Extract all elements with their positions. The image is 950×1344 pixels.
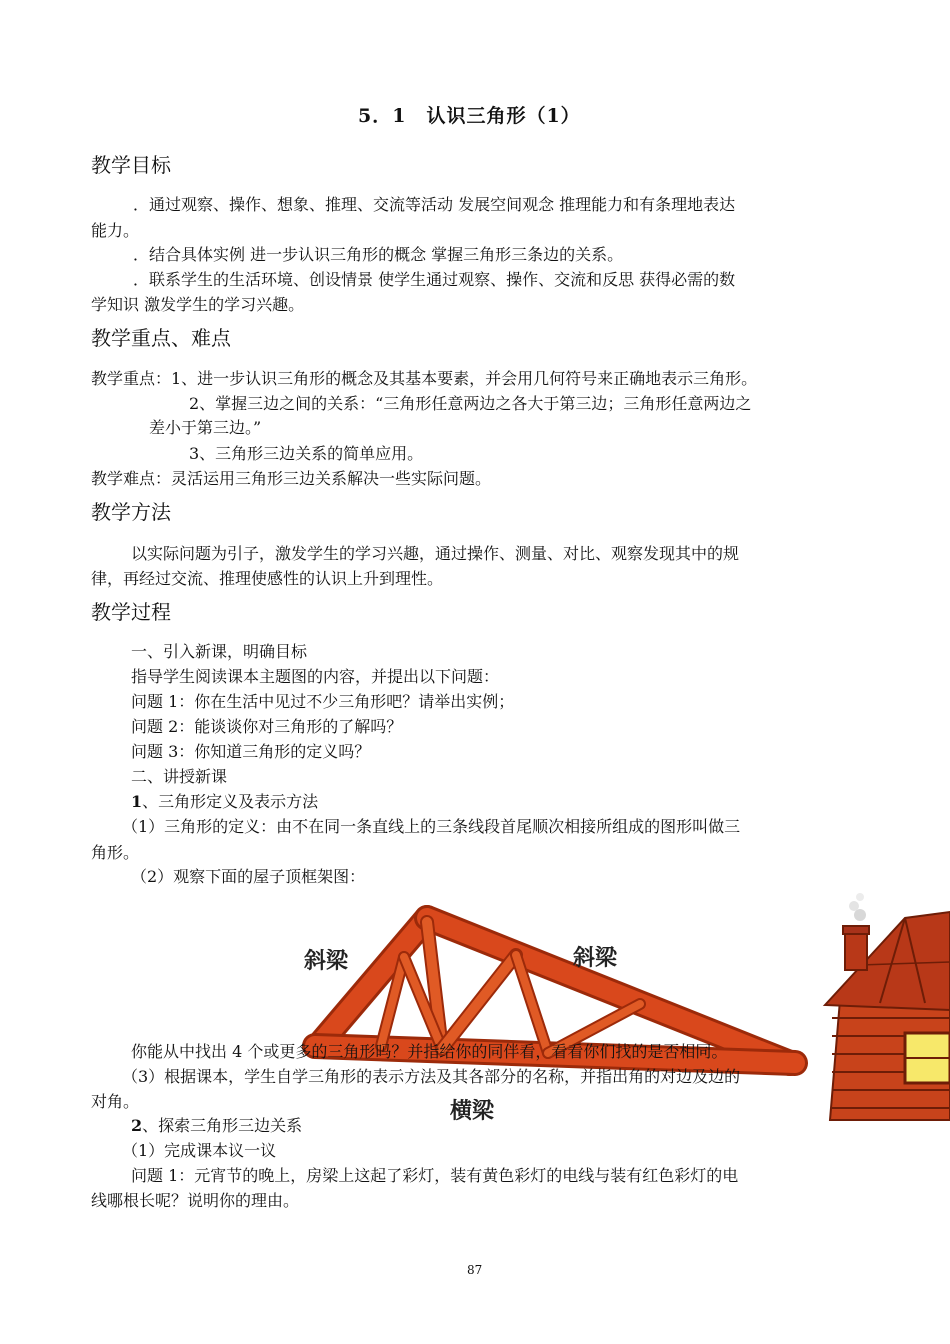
label-cross-beam: 横梁 (450, 1099, 495, 1124)
question-1-line-2: 线哪根长呢？说明你的理由。 (91, 1191, 300, 1210)
goal-line-5: 学知识 激发学生的学习兴趣。 (91, 295, 305, 314)
page-title: 5．1 认识三角形（1） (358, 105, 581, 127)
key-point-line-1: 教学重点：1、进一步认识三角形的概念及其基本要素，并会用几何符号来正确地表示三角形。 (91, 369, 758, 388)
discuss-line: （1）完成课本议一议 (122, 1141, 277, 1160)
method-line-2: 律，再经过交流、推理使感性的认识上升到理性。 (91, 569, 444, 588)
key-point-line-2: 2、掌握三边之间的关系：“三角形任意两边之各大于第三边；三角形任意两边之 (189, 394, 752, 413)
definition-line-2: 角形。 (91, 843, 140, 862)
goal-line-2: 能力。 (91, 221, 140, 240)
subsection-2-number: 2 (131, 1116, 143, 1135)
definition-line-1: （1）三角形的定义：由不在同一条直线上的三条线段首尾顺次相接所组成的图形叫做三 (122, 817, 741, 836)
label-slant-beam-right: 斜梁 (573, 946, 618, 971)
heading-goals: 教学目标 (91, 153, 171, 177)
goal-line-3: ．结合具体实例 进一步认识三角形的概念 掌握三角形三条边的关系。 (133, 245, 624, 264)
process-line-1: 一、引入新课，明确目标 (131, 642, 308, 661)
process-line-4: 问题 2：能谈谈你对三角形的了解吗？ (131, 717, 403, 736)
process-line-3: 问题 1：你在生活中见过不少三角形吧？请举出实例； (131, 692, 515, 711)
key-point-line-3: 差小于第三边。” (149, 418, 262, 437)
subsection-1-text: 、三角形定义及表示方法 (142, 792, 319, 811)
goal-line-1: ．通过观察、操作、想象、推理、交流等活动 发展空间观念 推理能力和有条理地表达 (133, 195, 736, 214)
representation-line-2: 对角。 (91, 1092, 140, 1111)
page-number: 87 (467, 1263, 483, 1277)
process-line-2: 指导学生阅读课本主题图的内容，并提出以下问题： (131, 667, 500, 686)
process-line-6: 二、讲授新课 (131, 767, 228, 786)
subsection-2-text: 、探索三角形三边关系 (142, 1116, 303, 1135)
key-point-line-4: 3、三角形三边关系的简单应用。 (189, 444, 424, 463)
goal-line-4: ．联系学生的生活环境、创设情景 使学生通过观察、操作、交流和反思 获得必需的数 (133, 270, 736, 289)
subsection-2-title (131, 1113, 302, 1136)
label-slant-beam-left: 斜梁 (304, 949, 349, 974)
subsection-1-number: 1 (131, 792, 143, 811)
heading-process: 教学过程 (91, 600, 171, 624)
heading-key-points: 教学重点、难点 (91, 326, 231, 350)
find-triangles-line: 你能从中找出 4 个或更多的三角形吗？并指给你的同伴看，看看你们找的是否相同。 (131, 1042, 728, 1061)
process-line-5: 问题 3：你知道三角形的定义吗？ (131, 742, 371, 761)
observe-line: （2）观察下面的屋子顶框架图： (131, 867, 366, 886)
method-line-1: 以实际问题为引子，激发学生的学习兴趣，通过操作、测量、对比、观察发现其中的规 (131, 544, 740, 563)
question-1-line-1: 问题 1：元宵节的晚上，房梁上这起了彩灯，装有黄色彩灯的电线与装有红色彩灯的电 (131, 1166, 739, 1185)
log-house-illustration (825, 893, 950, 1120)
representation-line-1: （3）根据课本，学生自学三角形的表示方法及其各部分的名称，并指出角的对边及边的 (122, 1067, 741, 1086)
difficulty-line: 教学难点：灵活运用三角形三边关系解决一些实际问题。 (91, 469, 492, 488)
heading-method: 教学方法 (91, 500, 171, 524)
